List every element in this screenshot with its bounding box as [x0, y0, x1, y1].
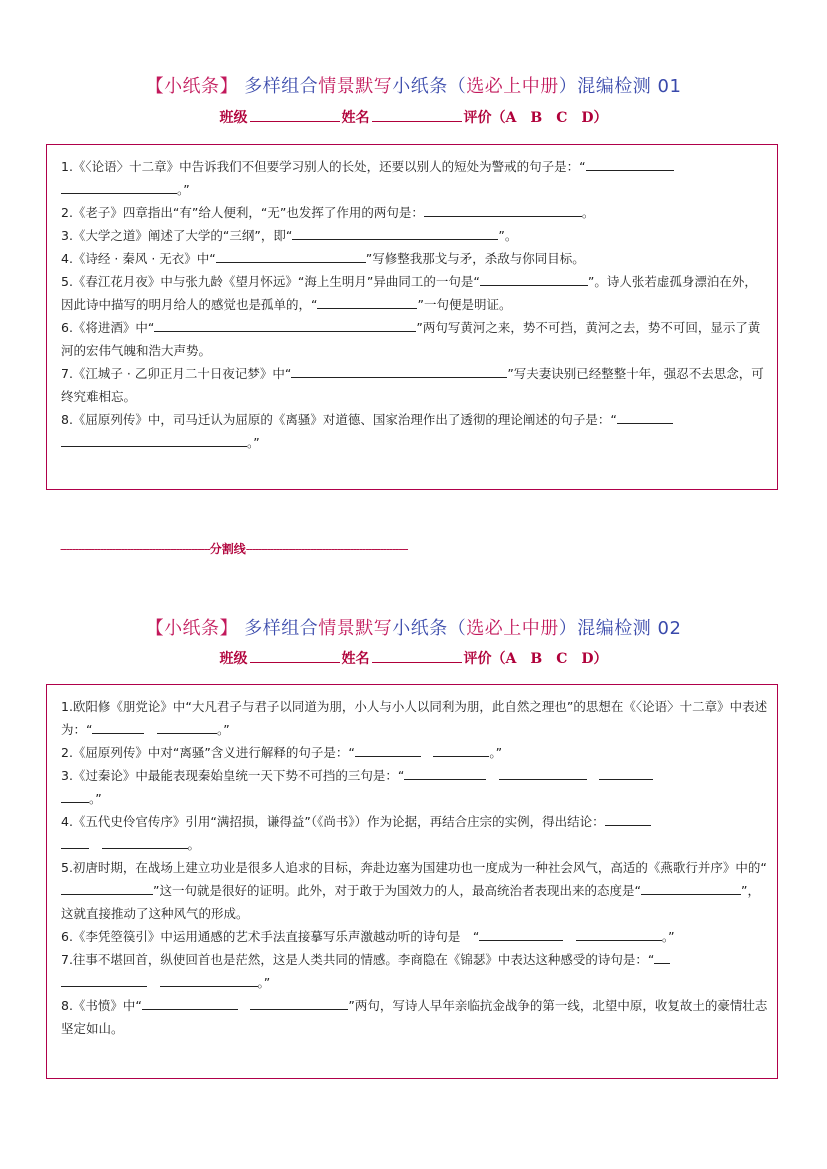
name-label: 姓名 [341, 651, 370, 667]
answer-blank[interactable] [61, 833, 89, 849]
answer-blank[interactable] [480, 270, 588, 286]
question-1: 1.《〈论语〉十二章》中告诉我们不但要学习别人的长处，还要以别人的短处为警戒的句子是：“ 。” [61, 155, 769, 201]
title-bracket: 】 [219, 76, 239, 97]
title-part: ）混编检测 02 [558, 618, 682, 639]
class-field[interactable] [250, 648, 340, 663]
question-8: 8.《屈原列传》中，司马迁认为屈原的《离骚》对道德、国家治理作出了透彻的理论阐述的句子是：“ 。” [61, 408, 769, 454]
answer-blank[interactable] [61, 178, 177, 194]
answer-blank[interactable] [291, 362, 507, 378]
sheet1-meta [0, 107, 827, 127]
answer-blank[interactable] [250, 994, 348, 1010]
answer-blank[interactable] [433, 741, 489, 757]
answer-blank[interactable] [355, 741, 421, 757]
answer-blank[interactable] [404, 764, 486, 780]
sheet2-meta [0, 648, 827, 668]
answer-blank[interactable] [617, 408, 673, 424]
title-bracket: 】 [219, 618, 239, 639]
answer-blank[interactable] [641, 879, 741, 895]
question-7: 7.《江城子 · 乙卯正月二十日夜记梦》中“ ”写夫妻诀别已经整整十年，强忍不去思念，可终究难相忘。 [61, 362, 769, 408]
title-part: 小纸条（ [392, 76, 467, 97]
question-2: 2.《屈原列传》中对“离骚”含义进行解释的句子是：“ 。” [61, 741, 769, 764]
answer-blank[interactable] [216, 247, 366, 263]
name-field[interactable] [372, 107, 462, 122]
title-part: 情景默写 [318, 618, 393, 639]
title-part: 多样组合 [244, 618, 319, 639]
answer-blank[interactable] [61, 431, 247, 447]
answer-blank[interactable] [605, 810, 651, 826]
answer-blank[interactable] [61, 879, 153, 895]
question-5: 5.初唐时期，在战场上建立功业是很多人追求的目标，奔赴边塞为国建功也一度成为一种社会风气，高适的《燕歌行并序》中的“”这一句就是很好的证明。此外，对于敢于为国效力的人，最高统治者表现出来的态度是“ ”，这就直接推动了这种风气的形成。 [61, 860, 767, 921]
sheet2-question-box [46, 684, 778, 1079]
answer-blank[interactable] [586, 155, 674, 171]
title-part: 选必上中册 [466, 76, 559, 97]
answer-blank[interactable] [160, 971, 258, 987]
title-tag: 小纸条 [164, 76, 220, 97]
class-label: 班级 [219, 651, 248, 667]
question-6: 6.《李凭箜篌引》中运用通感的艺术手法直接摹写乐声激越动听的诗句是 “ 。” [61, 925, 769, 948]
answer-blank[interactable] [599, 764, 653, 780]
class-field[interactable] [250, 107, 340, 122]
answer-blank[interactable] [576, 925, 662, 941]
answer-blank[interactable] [102, 833, 188, 849]
question-3: 3.《过秦论》中最能表现秦始皇统一天下势不可挡的三句是：“ 。” [61, 764, 769, 810]
sheet1-question-box [46, 144, 778, 490]
answer-blank[interactable] [499, 764, 587, 780]
title-tag: 小纸条 [164, 618, 220, 639]
question-3: 3.《大学之道》阐述了大学的“三纲”，即“ ”。 [61, 224, 769, 247]
sheet2-title [0, 614, 827, 640]
class-label: 班级 [219, 110, 248, 126]
answer-blank[interactable] [142, 994, 238, 1010]
question-5: 5.《春江花月夜》中与张九龄《望月怀远》“海上生明月”异曲同工的一句是“ ”。诗人张若虚孤身漂泊在外，因此诗中描写的明月给人的感觉也是孤单的，“ ”一句便是明证。 [61, 270, 769, 316]
answer-blank[interactable] [317, 293, 417, 309]
title-part: 多样组合 [244, 76, 319, 97]
sheet1-title [0, 72, 827, 98]
answer-blank[interactable] [61, 971, 147, 987]
grade-label: 评价（A B C D） [463, 651, 608, 667]
question-7: 7.往事不堪回首，纵使回首也是茫然，这是人类共同的情感。李商隐在《锦瑟》中表达这种感受的诗句是：“ 。” [61, 948, 769, 994]
answer-blank[interactable] [424, 201, 582, 217]
question-2: 2.《老子》四章指出“有”给人便利，“无”也发挥了作用的两句是： 。 [61, 201, 769, 224]
answer-blank[interactable] [61, 787, 89, 803]
grade-label: 评价（A B C D） [463, 110, 608, 126]
question-8: 8.《书愤》中“ ”两句，写诗人早年亲临抗金战争的第一线，北望中原，收复故土的豪情壮志坚定如山。 [61, 994, 769, 1040]
section-divider: -------------------------------------------------分割线----------------------------------------------------- [60, 542, 408, 556]
question-4: 4.《诗经 · 秦风 · 无衣》中“ ”写修整我那戈与矛，杀敌与你同目标。 [61, 247, 769, 270]
answer-blank[interactable] [92, 718, 144, 734]
name-label: 姓名 [341, 110, 370, 126]
title-bracket: 【 [145, 76, 165, 97]
question-1: 1.欧阳修《朋党论》中“大凡君子与君子以同道为朋，小人与小人以同利为朋，此自然之理也”的思想在《〈论语〉十二章》中表述为：“ 。” [61, 699, 768, 737]
title-part: 情景默写 [318, 76, 393, 97]
answer-blank[interactable] [292, 224, 498, 240]
answer-blank[interactable] [479, 925, 563, 941]
divider-label: 分割线 [209, 542, 246, 556]
answer-blank[interactable] [154, 316, 416, 332]
title-bracket: 【 [145, 618, 165, 639]
question-6: 6.《将进酒》中“ ”两句写黄河之来，势不可挡，黄河之去，势不可回，显示了黄河的宏伟气魄和浩大声势。 [61, 316, 769, 362]
name-field[interactable] [372, 648, 462, 663]
question-4: 4.《五代史伶官传序》引用“满招损，谦得益”（《尚书》）作为论据，再结合庄宗的实例，得出结论： 。 [61, 810, 769, 856]
title-part: 小纸条（ [392, 618, 467, 639]
title-part: ）混编检测 01 [558, 76, 682, 97]
answer-blank[interactable] [157, 718, 217, 734]
title-part: 选必上中册 [466, 618, 559, 639]
answer-blank[interactable] [654, 948, 670, 964]
